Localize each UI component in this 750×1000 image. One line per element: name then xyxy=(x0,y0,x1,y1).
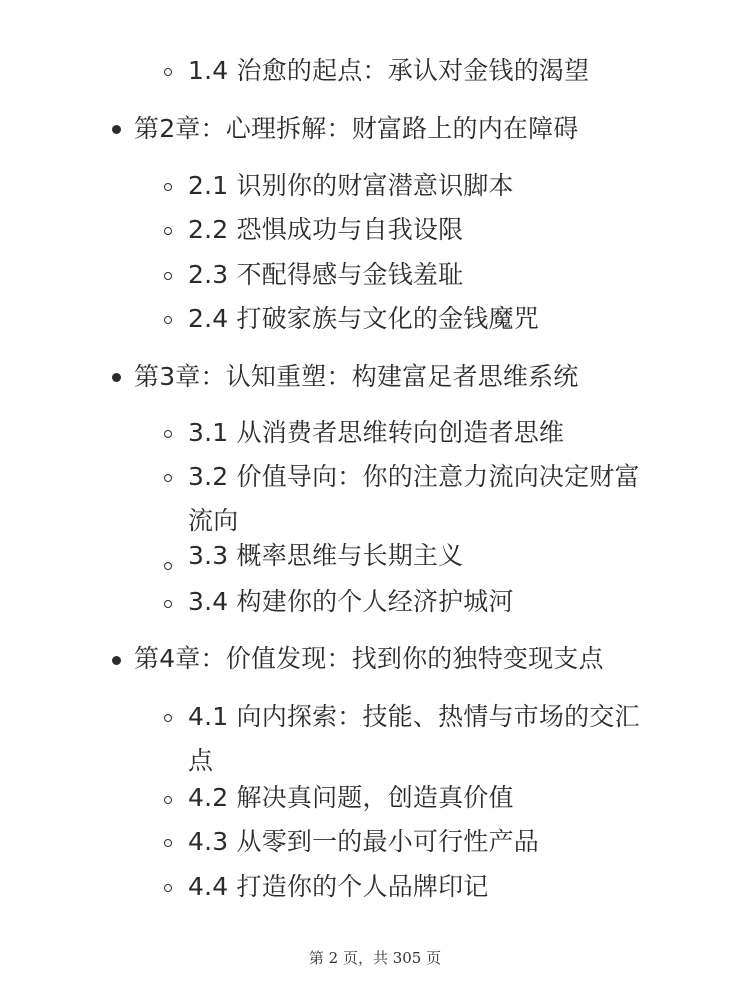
toc-section-4-1: 4.1 向内探索：技能、热情与市场的交汇点 xyxy=(188,702,640,775)
list-bullet-circle xyxy=(164,68,172,76)
list-bullet-circle xyxy=(164,430,172,438)
list-bullet-circle xyxy=(164,839,172,847)
list-bullet-circle xyxy=(164,562,172,570)
toc-section-2-3: 2.3 不配得感与金钱羞耻 xyxy=(188,260,464,289)
list-bullet-circle xyxy=(164,227,172,235)
list-bullet-circle xyxy=(164,183,172,191)
toc-section-4-4: 4.4 打造你的个人品牌印记 xyxy=(188,872,489,901)
toc-chapter-3: 第3章：认知重塑：构建富足者思维系统 xyxy=(134,362,579,391)
toc-chapter-4: 第4章：价值发现：找到你的独特变现支点 xyxy=(134,644,604,673)
list-bullet-circle xyxy=(164,714,172,722)
toc-section-2-4: 2.4 打破家族与文化的金钱魔咒 xyxy=(188,304,539,333)
list-bullet-circle xyxy=(164,474,172,482)
list-bullet-disc xyxy=(112,125,121,134)
toc-section-3-4: 3.4 构建你的个人经济护城河 xyxy=(188,587,514,616)
page-number-footer: 第 2 页，共 305 页 xyxy=(308,949,442,967)
toc-section-1-4: 1.4 治愈的起点：承认对金钱的渴望 xyxy=(188,56,590,85)
toc-section-4-2: 4.2 解决真问题，创造真价值 xyxy=(188,783,514,812)
toc-section-3-3: 3.3 概率思维与长期主义 xyxy=(188,541,464,570)
toc-section-2-2: 2.2 恐惧成功与自我设限 xyxy=(188,215,464,244)
list-bullet-circle xyxy=(164,316,172,324)
list-bullet-disc xyxy=(112,373,121,382)
toc-section-2-1: 2.1 识别你的财富潜意识脚本 xyxy=(188,171,514,200)
toc-section-3-1: 3.1 从消费者思维转向创造者思维 xyxy=(188,418,565,447)
list-bullet-circle xyxy=(164,272,172,280)
list-bullet-circle xyxy=(164,884,172,892)
toc-section-3-2: 3.2 价值导向：你的注意力流向决定财富流向 xyxy=(188,462,640,535)
list-bullet-circle xyxy=(164,796,172,804)
list-bullet-circle xyxy=(164,600,172,608)
toc-section-4-3: 4.3 从零到一的最小可行性产品 xyxy=(188,827,539,856)
toc-chapter-2: 第2章：心理拆解：财富路上的内在障碍 xyxy=(134,114,579,143)
list-bullet-disc xyxy=(112,656,121,665)
